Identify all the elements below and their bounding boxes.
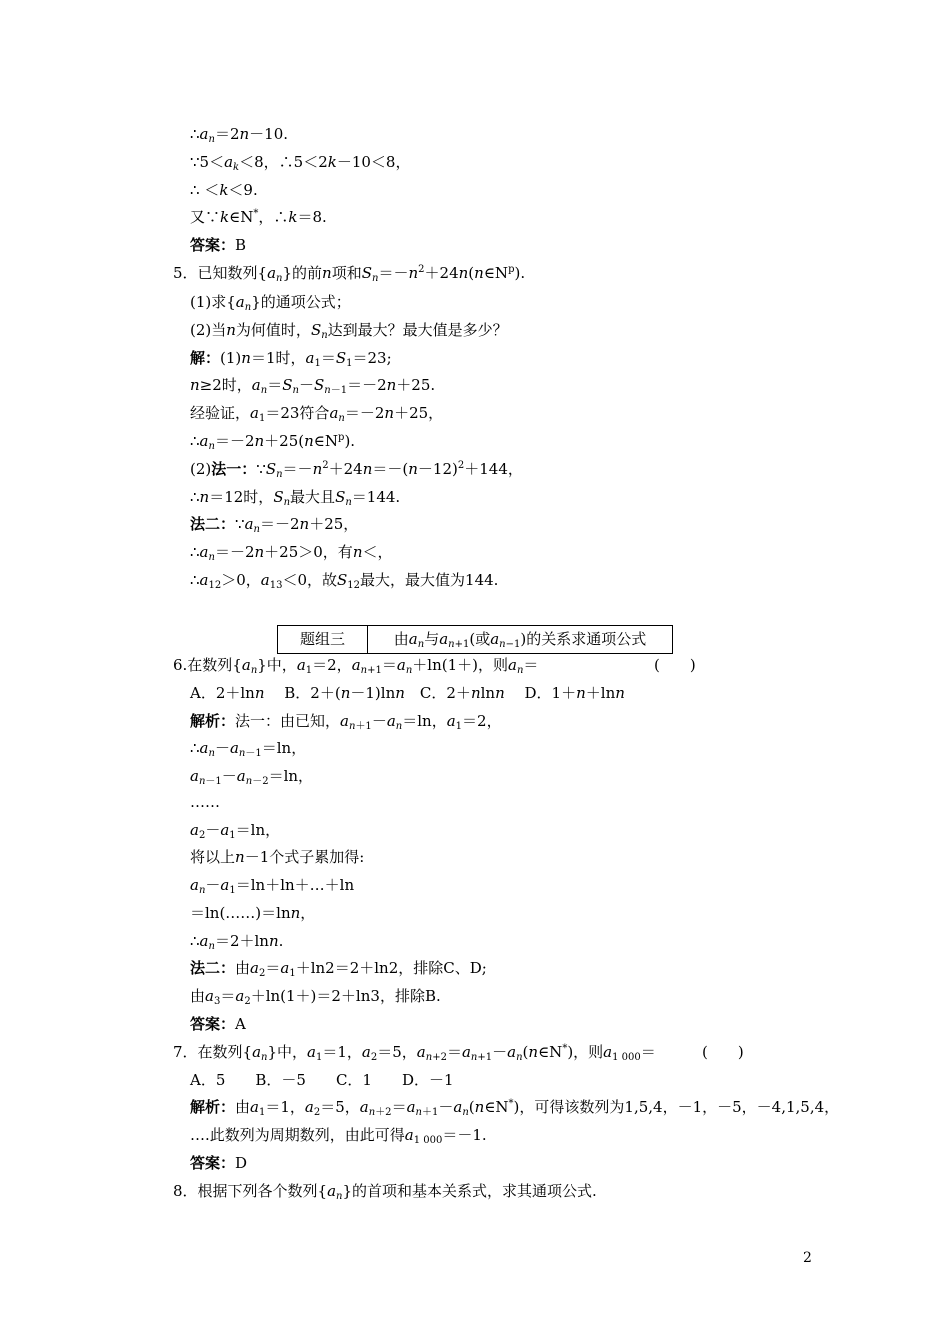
- page-number: 2: [803, 1250, 812, 1266]
- question-7: 7．在数列$\{a_n\}$中，$a_1=1$，$a_2=5$，$a_{n+2}=a_{n+1}-a_n(n\in N^*)$，则$a_{1 000}=$: [173, 1043, 656, 1063]
- section-topic: 由$a_n$与$a_{n+1}$(或$a_{n-1}$)的关系求通项公式: [393, 630, 647, 650]
- text-line: $\therefore a_n=-2n+25(n\in N^p)$.: [190, 432, 356, 452]
- text-line: ＝ln(……)＝lnn，: [190, 904, 316, 922]
- text-line: 解析：法一：由已知，$a_{n+1}-a_n=\ln$，$a_1=2$，: [190, 712, 502, 732]
- text-line: $\therefore a_n-a_{n-1}=\ln$，: [190, 739, 307, 759]
- text-line: (1)求$\{a_n\}$的通项公式；: [190, 293, 351, 313]
- text-line: 由$a_3=a_2+\ln(1+)=2+\ln 3$，排除B.: [190, 987, 441, 1007]
- text-line: 答案：B: [190, 236, 247, 254]
- text-line: ……: [190, 793, 220, 811]
- section-label: 题组三: [278, 626, 368, 653]
- answer-blank: ( ): [654, 656, 696, 674]
- text-line: 法二：$\because a_n=-2n+25$，: [190, 515, 359, 535]
- text-line: $\therefore a_{12}>0$，$a_{13}<0$，故$S_{12}$最大，最大值为144.: [190, 571, 499, 591]
- text-line: $\therefore a_n=-2n+25>0$，有n＜，: [190, 543, 393, 563]
- text-line: 答案：D: [190, 1154, 248, 1172]
- text-line: ∴ ＜k＜9.: [190, 181, 258, 199]
- text-line: 经验证，$a_1=23$符合$a_n=-2n+25$，: [190, 404, 444, 424]
- question-8: 8．根据下列各个数列$\{a_n\}$的首项和基本关系式，求其通项公式.: [173, 1182, 597, 1202]
- text-line: $\therefore a_n=2+\ln n$.: [190, 932, 284, 952]
- question-5: 5．已知数列$\{a_n\}$的前n项和$S_n=-n^2+24n(n\in N^p)$.: [173, 264, 526, 284]
- answer-blank: ( ): [702, 1043, 744, 1061]
- text-line: 解析：由$a_1=1$，$a_2=5$，$a_{n+2}=a_{n+1}-a_n(n\in N^*)$，可得该数列为1,5,4，－1，－5，－4,1,5,4，: [190, 1098, 840, 1118]
- text-line: $a_{n-1}-a_{n-2}=\ln$，: [190, 767, 314, 787]
- section-header-table: [277, 625, 673, 654]
- question-6: 6.在数列$\{a_n\}$中，$a_1=2$，$a_{n+1}=a_n+\ln(1+)$，则$a_n=$: [173, 656, 539, 676]
- text-line: n≥2时，$a_n=S_n-S_{n-1}=-2n+25$.: [190, 376, 436, 396]
- text-line: ∴n＝12时，$S_n$最大且$S_n=144$.: [190, 488, 401, 508]
- text-line: ….此数列为周期数列，由此可得$a_{1 000}=-1$.: [190, 1126, 487, 1146]
- text-line: $\because 5<a_k<8$，∴5＜2k－10＜8，: [190, 153, 411, 173]
- text-line: 解：(1)n＝1时，$a_1=S_1=23$;: [190, 349, 392, 369]
- text-line: (2)法一：$\because S_n=-n^2+24n=-(n-12)^2+144$，: [190, 460, 523, 480]
- text-line: (2)当n为何值时，$S_n$达到最大？最大值是多少？: [190, 321, 508, 341]
- options-6: A．2＋lnn B．2＋(n－1)lnn C．2＋nlnn D．1＋n＋lnn: [190, 684, 625, 702]
- text-line: $a_n-a_1=\ln+\ln+\dots+\ln$: [190, 876, 355, 896]
- text-line: 答案：A: [190, 1015, 246, 1033]
- text-line: 又∵k∈N*，∴k＝8.: [190, 208, 327, 226]
- text-line: $\therefore a_n=2n-10$.: [190, 125, 289, 145]
- text-line: 法二：由$a_2=a_1+\ln 2=2+\ln 2$，排除C、D;: [190, 959, 487, 979]
- options-7: A．5 B．－5 C．1 D．－1: [190, 1071, 454, 1089]
- text-line: 将以上n－1个式子累加得:: [190, 848, 365, 866]
- text-line: $a_2-a_1=\ln$，: [190, 821, 281, 841]
